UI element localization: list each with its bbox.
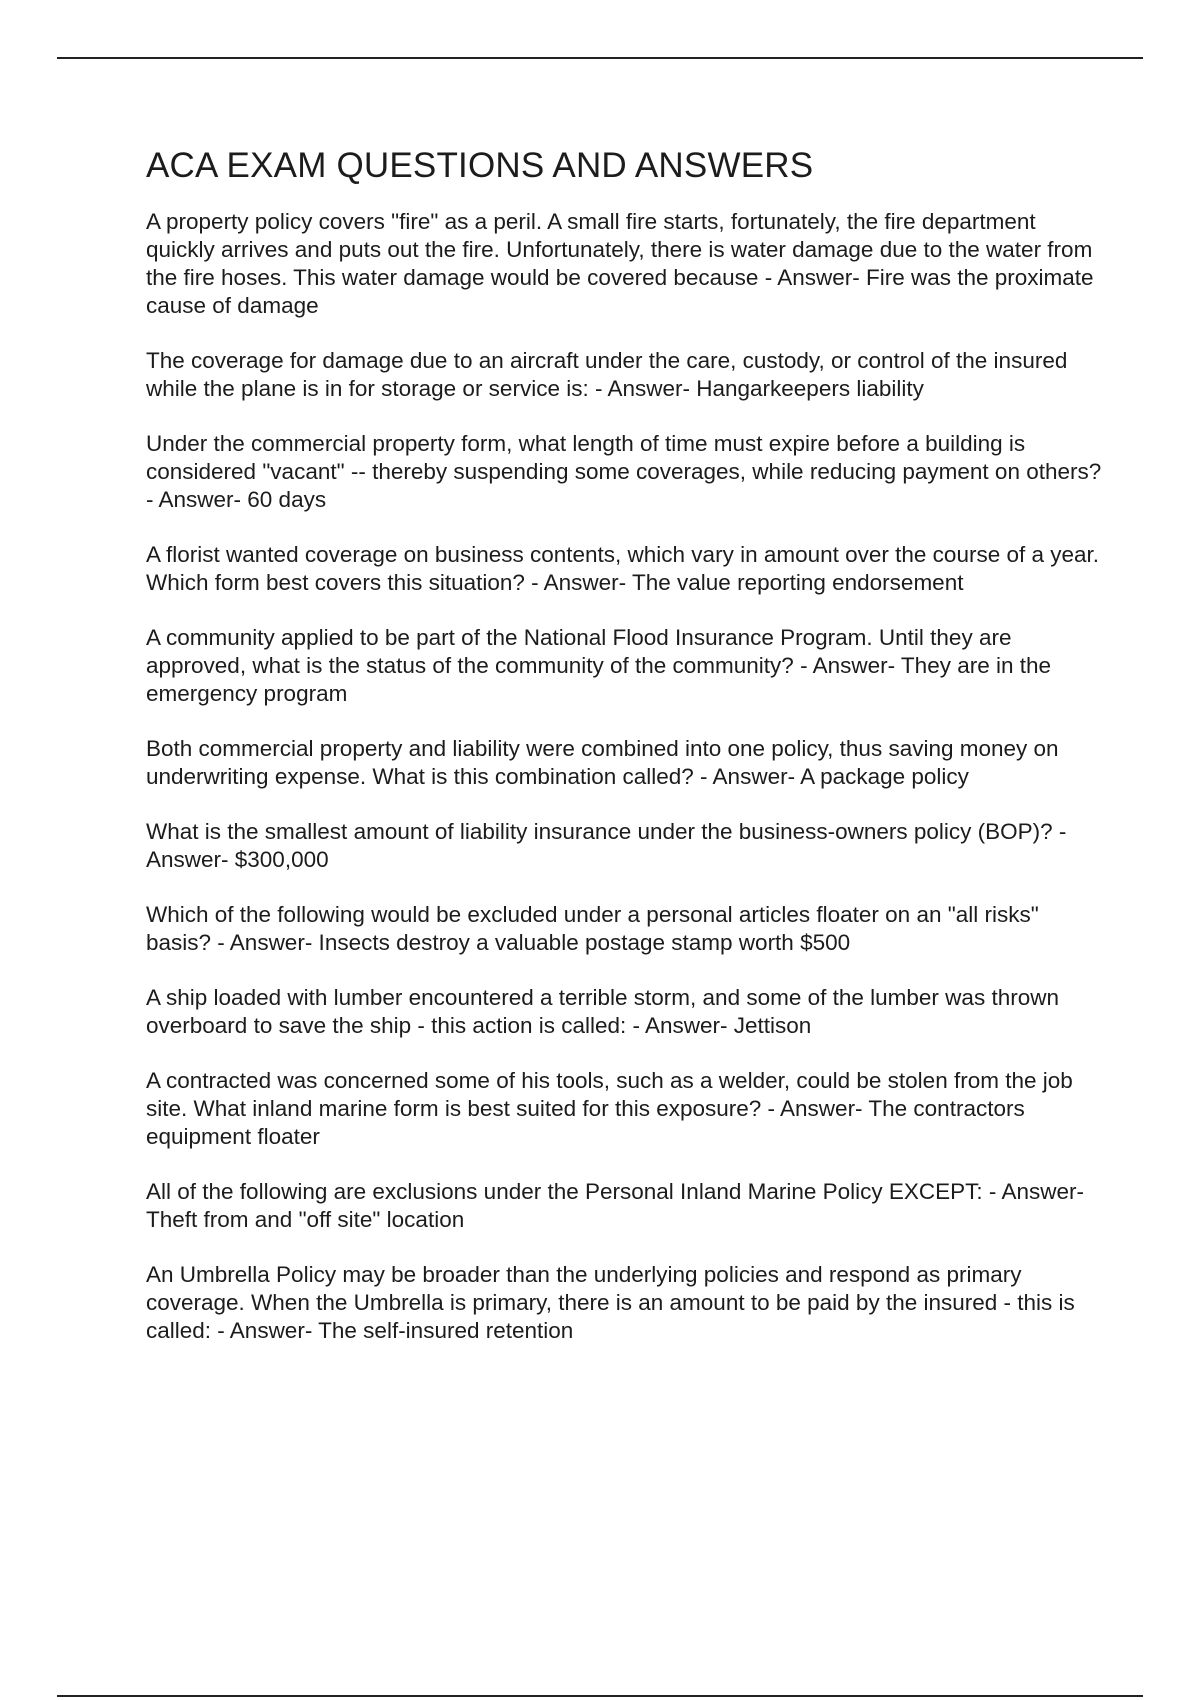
top-rule — [57, 57, 1143, 59]
qa-item: All of the following are exclusions under the Personal Inland Marine Policy EXCEPT: - Answer- Theft from and "off site" location — [146, 1179, 1084, 1232]
qa-item: A property policy covers "fire" as a peril. A small fire starts, fortunately, the fire department quickly arrives and puts out the fire. Unfortunately, there is water damage due to the water from the fire hoses. This water damage would be covered because - Answer- Fire was the proximate cause of damage — [146, 209, 1094, 318]
qa-item: What is the smallest amount of liability insurance under the business-owners policy (BOP)? - Answer- $300,000 — [146, 819, 1067, 872]
qa-item: A community applied to be part of the National Flood Insurance Program. Until they are approved, what is the status of the community of the community? - Answer- They are in the emergency program — [146, 625, 1052, 706]
page-content — [146, 140, 1106, 1372]
qa-item: An Umbrella Policy may be broader than the underlying policies and respond as primary coverage. When the Umbrella is primary, there is an amount to be paid by the insured - this is called: - Answer- The self-insured retention — [146, 1262, 1075, 1343]
document-title: ACA EXAM QUESTIONS AND ANSWERS — [146, 146, 814, 185]
qa-list — [146, 208, 1106, 1345]
qa-item: The coverage for damage due to an aircraft under the care, custody, or control of the insured while the plane is in for storage or service is: - Answer- Hangarkeepers liability — [146, 348, 1068, 401]
qa-item: Which of the following would be excluded under a personal articles floater on an "all risks" basis? - Answer- Insects destroy a valuable postage stamp worth $500 — [146, 902, 1039, 955]
qa-item: A florist wanted coverage on business contents, which vary in amount over the course of a year. Which form best covers this situation? - Answer- The value reporting endorsement — [146, 542, 1100, 595]
qa-item: A contracted was concerned some of his tools, such as a welder, could be stolen from the job site. What inland marine form is best suited for this exposure? - Answer- The contractors equipment floater — [146, 1068, 1073, 1149]
qa-item: Under the commercial property form, what length of time must expire before a building is considered "vacant" -- thereby suspending some coverages, while reducing payment on others? - Answer- 60 days — [146, 431, 1102, 512]
qa-item: A ship loaded with lumber encountered a terrible storm, and some of the lumber was thrown overboard to save the ship - this action is called: - Answer- Jettison — [146, 985, 1059, 1038]
qa-item: Both commercial property and liability were combined into one policy, thus saving money on underwriting expense. What is this combination called? - Answer- A package policy — [146, 736, 1059, 789]
bottom-rule — [57, 1695, 1143, 1697]
